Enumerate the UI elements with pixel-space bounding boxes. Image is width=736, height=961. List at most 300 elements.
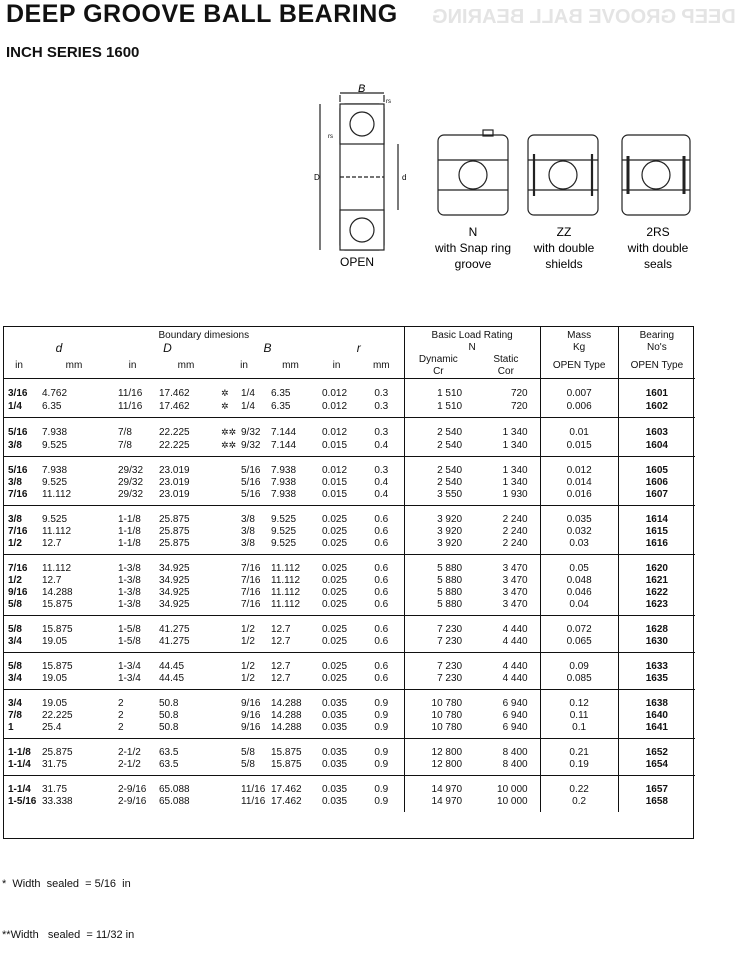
cell-no: 1630 bbox=[618, 636, 695, 653]
cell-r-mm: 0.6 bbox=[359, 599, 404, 616]
r-mm-header: mm bbox=[359, 354, 404, 379]
cell-D-mm: 41.275 bbox=[151, 636, 221, 653]
load-unit-header: N bbox=[404, 342, 540, 354]
cell-D-mm: 34.925 bbox=[151, 599, 221, 616]
b-in-value: 1/2 bbox=[241, 673, 255, 684]
cell-B-mm: 15.875 bbox=[267, 759, 314, 776]
cell-D-in: 1-1/8 bbox=[118, 514, 141, 525]
b-in-value: 11/16 bbox=[241, 796, 266, 807]
cell-no: 1657 bbox=[645, 784, 668, 795]
bearing-nos-header: No's bbox=[647, 342, 667, 353]
cell-no: 1607 bbox=[618, 489, 695, 506]
cell-d-in: 3/4 bbox=[4, 636, 34, 653]
cell-d-in: 7/16 bbox=[8, 526, 28, 537]
cell-r-in: 0.035 bbox=[314, 759, 359, 776]
cell-B-in bbox=[221, 796, 267, 812]
b-in-value: 1/2 bbox=[241, 636, 255, 647]
cell-cr: 3 550 bbox=[404, 489, 472, 506]
cell-B-in bbox=[221, 599, 267, 616]
b-in-value: 5/16 bbox=[241, 465, 261, 476]
b-in-value: 11/16 bbox=[241, 784, 266, 795]
cell-D-mm: 23.019 bbox=[159, 477, 190, 488]
cell-B-in bbox=[221, 526, 267, 538]
cell-d-mm: 19.05 bbox=[42, 698, 68, 709]
cell-d-mm: 14.288 bbox=[42, 587, 73, 598]
cell-no: 1616 bbox=[618, 538, 695, 555]
cell-r-in: 0.012 bbox=[322, 465, 348, 476]
cell-r-mm: 0.6 bbox=[359, 673, 404, 690]
cell-cr: 7 230 bbox=[437, 661, 463, 672]
footnote-1-text: Width sealed = 5/16 in bbox=[12, 878, 131, 890]
cell-d-mm: 7.938 bbox=[42, 465, 68, 476]
cell-B-mm: 6.35 bbox=[267, 400, 314, 418]
page-title: DEEP GROOVE BALL BEARING bbox=[6, 0, 398, 28]
cell-mass: 0.22 bbox=[540, 776, 618, 797]
cell-r-mm: 0.3 bbox=[359, 457, 404, 478]
header-row-2 bbox=[4, 342, 695, 354]
cell-B-mm: 7.938 bbox=[271, 465, 297, 476]
cell-r-mm: 0.6 bbox=[359, 616, 404, 637]
variant-2rs-line1: with double bbox=[627, 241, 689, 255]
cell-D-in: 1-3/4 bbox=[118, 661, 141, 672]
col-D-header: D bbox=[163, 341, 172, 355]
mass-header: Mass bbox=[540, 327, 618, 342]
cell-cr: 7 230 bbox=[437, 624, 463, 635]
cell-B-in bbox=[221, 673, 267, 690]
cell-B-in bbox=[221, 457, 267, 478]
cell-r-mm: 0.3 bbox=[359, 418, 404, 440]
variant-n-line1: with Snap ring bbox=[434, 241, 512, 255]
cell-mass: 0.072 bbox=[540, 616, 618, 637]
cell-d-in: 3/4 bbox=[4, 673, 34, 690]
cell-cr: 12 800 bbox=[404, 759, 472, 776]
table-row bbox=[4, 439, 695, 457]
cell-B-mm: 12.7 bbox=[267, 636, 314, 653]
cell-D-mm: 50.8 bbox=[159, 698, 179, 709]
static-label: Static bbox=[493, 354, 519, 365]
double-seal-bearing-icon bbox=[622, 135, 690, 215]
cell-mass: 0.03 bbox=[540, 538, 618, 555]
table-row bbox=[4, 722, 695, 739]
cell-d-in: 1/4 bbox=[4, 400, 34, 418]
cell-B-mm: 9.525 bbox=[271, 514, 297, 525]
cell-D-mm: 17.462 bbox=[159, 387, 190, 399]
cell-cr: 7 230 bbox=[404, 636, 472, 653]
cell-r-mm: 0.9 bbox=[359, 776, 404, 797]
table-row bbox=[4, 616, 695, 637]
col-d-header: d bbox=[55, 341, 63, 355]
cell-d-in: 5/16 bbox=[8, 426, 28, 438]
B-in-header: in bbox=[221, 354, 267, 379]
cell-D-mm: 25.875 bbox=[151, 538, 221, 555]
cell-mass: 0.04 bbox=[540, 599, 618, 616]
cell-cor: 2 240 bbox=[472, 506, 540, 527]
cell-mass: 0.014 bbox=[540, 477, 618, 489]
cell-D-mm: 50.8 bbox=[159, 710, 179, 721]
cell-r-mm: 0.9 bbox=[359, 796, 404, 812]
cell-cr: 5 880 bbox=[437, 575, 463, 586]
cell-cr: 10 780 bbox=[404, 722, 472, 739]
table-row bbox=[4, 796, 695, 812]
b-in-value: 9/16 bbox=[241, 698, 261, 709]
cell-r-mm: 0.6 bbox=[359, 636, 404, 653]
b-in-value: 9/16 bbox=[241, 710, 261, 721]
cell-D-mm: 41.275 bbox=[159, 624, 190, 635]
cell-r-mm: 0.9 bbox=[359, 710, 404, 722]
cell-B-in bbox=[221, 506, 267, 527]
cell-B-in bbox=[221, 379, 267, 401]
variant-2rs-line2: seals bbox=[643, 257, 673, 271]
cell-cr: 3 920 bbox=[437, 514, 463, 525]
footnote-2-mark: ** bbox=[2, 929, 11, 941]
cell-d-in: 3/8 bbox=[4, 439, 34, 457]
cell-r-in: 0.025 bbox=[322, 587, 348, 598]
cell-B-mm: 9.525 bbox=[267, 538, 314, 555]
cell-d-mm: 9.525 bbox=[42, 514, 68, 525]
cell-cr: 12 800 bbox=[431, 747, 463, 758]
r-in-header: in bbox=[314, 354, 359, 379]
cell-B-in bbox=[221, 690, 267, 711]
footnote-2 bbox=[2, 927, 134, 944]
cell-d-in: 3/4 bbox=[8, 698, 22, 709]
cor-label: Cor bbox=[497, 366, 514, 377]
cell-r-in: 0.035 bbox=[322, 796, 348, 807]
cell-r-mm: 0.4 bbox=[359, 439, 404, 457]
cell-B-mm: 14.288 bbox=[271, 710, 302, 721]
cell-mass: 0.048 bbox=[540, 575, 618, 587]
cell-r-in: 0.012 bbox=[322, 387, 348, 399]
cell-r-mm: 0.3 bbox=[359, 379, 404, 401]
cell-cor: 6 940 bbox=[472, 722, 540, 739]
cell-d-in: 9/16 bbox=[8, 587, 28, 598]
cell-no: 1641 bbox=[618, 722, 695, 739]
cell-mass: 0.006 bbox=[540, 400, 618, 418]
cell-cor: 8 400 bbox=[472, 759, 540, 776]
cell-B-in bbox=[221, 722, 267, 739]
cell-no: 1652 bbox=[645, 747, 668, 758]
cell-D-in: 1-3/8 bbox=[118, 575, 141, 586]
cell-d-mm: 7.938 bbox=[42, 426, 68, 438]
cell-cr: 1 510 bbox=[404, 400, 472, 418]
table-row bbox=[4, 506, 695, 527]
cell-B-mm: 12.7 bbox=[267, 673, 314, 690]
bleed-through-title: DEEP GROOVE BALL BEARING bbox=[432, 6, 736, 28]
cell-D-in: 2-1/2 bbox=[118, 747, 141, 758]
cell-r-mm: 0.4 bbox=[359, 477, 404, 489]
cell-r-mm: 0.6 bbox=[359, 506, 404, 527]
cell-B-in bbox=[221, 776, 267, 797]
cell-mass: 0.032 bbox=[540, 526, 618, 538]
cell-cr: 7 230 bbox=[404, 673, 472, 690]
cell-r-in: 0.035 bbox=[314, 722, 359, 739]
cell-cr: 2 540 bbox=[437, 465, 463, 476]
b-in-value: 7/16 bbox=[241, 587, 261, 598]
bearing-spec-table bbox=[3, 326, 694, 839]
cell-d-mm: 12.7 bbox=[42, 575, 62, 586]
cell-D-in: 1-1/8 bbox=[114, 538, 151, 555]
table-row bbox=[4, 776, 695, 797]
cell-D-in: 7/8 bbox=[114, 439, 151, 457]
cell-D-in: 1-5/8 bbox=[114, 636, 151, 653]
table-row bbox=[4, 477, 695, 489]
cell-cor: 1 340 bbox=[472, 418, 540, 440]
bearing-type-header: OPEN Type bbox=[618, 354, 695, 379]
cell-D-mm: 23.019 bbox=[151, 489, 221, 506]
cell-r-mm: 0.6 bbox=[359, 538, 404, 555]
cell-B-mm: 7.144 bbox=[267, 439, 314, 457]
cell-d-in: 5/8 bbox=[8, 624, 22, 635]
cell-D-in: 2-9/16 bbox=[118, 796, 147, 807]
D-in-header: in bbox=[114, 354, 151, 379]
D-mm-header: mm bbox=[151, 354, 221, 379]
cell-d-in: 1/2 bbox=[4, 538, 34, 555]
cell-cor: 10 000 bbox=[472, 796, 540, 812]
cell-B-in bbox=[221, 587, 267, 599]
cell-B-in bbox=[221, 418, 267, 440]
cell-D-in: 11/16 bbox=[118, 387, 143, 399]
cell-no: 1605 bbox=[645, 465, 668, 476]
dim-D-label: D bbox=[314, 173, 320, 182]
cell-D-in: 2 bbox=[118, 710, 124, 721]
cell-cr: 3 920 bbox=[404, 538, 472, 555]
cell-r-in: 0.015 bbox=[322, 477, 348, 488]
cell-D-mm: 63.5 bbox=[151, 759, 221, 776]
cell-B-in bbox=[221, 653, 267, 674]
cell-d-in: 5/8 bbox=[8, 661, 22, 672]
cell-D-mm: 22.225 bbox=[159, 426, 190, 438]
cell-cor: 3 470 bbox=[472, 555, 540, 576]
cell-r-mm: 0.3 bbox=[359, 400, 404, 418]
cell-D-in: 1-3/8 bbox=[118, 563, 141, 574]
cell-d-mm: 31.75 bbox=[34, 759, 114, 776]
b-in-value: 9/32 bbox=[241, 440, 261, 451]
cell-D-in: 2 bbox=[118, 698, 124, 709]
cell-D-in: 29/32 bbox=[118, 465, 144, 476]
cell-B-in bbox=[221, 477, 267, 489]
cell-B-mm: 15.875 bbox=[271, 747, 302, 758]
cell-B-mm: 11.112 bbox=[267, 599, 314, 616]
cell-d-in: 3/16 bbox=[8, 387, 28, 399]
cell-d-mm: 19.05 bbox=[34, 673, 114, 690]
dim-rs-label: rs bbox=[386, 99, 391, 105]
cell-r-in: 0.012 bbox=[314, 400, 359, 418]
cell-no: 1638 bbox=[645, 698, 668, 709]
cell-r-in: 0.025 bbox=[322, 514, 348, 525]
cell-r-mm: 0.9 bbox=[359, 722, 404, 739]
cell-d-mm: 12.7 bbox=[34, 538, 114, 555]
cell-cor: 2 240 bbox=[472, 538, 540, 555]
b-in-value: 3/8 bbox=[241, 526, 255, 537]
cell-d-mm: 15.875 bbox=[42, 661, 73, 672]
cell-d-mm: 25.4 bbox=[34, 722, 114, 739]
cell-D-mm: 65.088 bbox=[159, 784, 190, 795]
cell-d-mm: 19.05 bbox=[34, 636, 114, 653]
cell-D-mm: 22.225 bbox=[151, 439, 221, 457]
cell-no: 1602 bbox=[618, 400, 695, 418]
cell-mass: 0.19 bbox=[540, 759, 618, 776]
cell-D-mm: 63.5 bbox=[159, 747, 179, 758]
cell-no: 1603 bbox=[645, 426, 668, 438]
cell-B-mm: 11.112 bbox=[271, 587, 301, 598]
cell-d-in: 3/8 bbox=[8, 514, 22, 525]
cell-cor: 2 240 bbox=[472, 526, 540, 538]
cell-r-in: 0.025 bbox=[322, 575, 348, 586]
cell-cor: 3 470 bbox=[472, 599, 540, 616]
cell-D-mm: 34.925 bbox=[159, 563, 190, 574]
cell-D-mm: 25.875 bbox=[159, 514, 190, 525]
cell-D-in: 1-3/4 bbox=[114, 673, 151, 690]
mass-unit-header: Kg bbox=[540, 342, 618, 354]
cell-mass: 0.012 bbox=[540, 457, 618, 478]
cell-r-in: 0.025 bbox=[314, 673, 359, 690]
cell-r-in: 0.035 bbox=[322, 747, 348, 758]
table-row bbox=[4, 587, 695, 599]
cell-d-in: 3/8 bbox=[8, 477, 22, 488]
cell-mass: 0.21 bbox=[540, 739, 618, 760]
B-mm-header: mm bbox=[267, 354, 314, 379]
series-subtitle: INCH SERIES 1600 bbox=[6, 44, 140, 61]
table-row bbox=[4, 538, 695, 555]
cell-cor: 6 940 bbox=[472, 710, 540, 722]
cell-B-mm: 7.938 bbox=[271, 477, 297, 488]
cell-cr: 3 920 bbox=[437, 526, 463, 537]
cell-D-in: 1-3/8 bbox=[114, 599, 151, 616]
cell-cor: 1 340 bbox=[472, 457, 540, 478]
load-rating-header: Basic Load Rating bbox=[404, 327, 540, 342]
cell-r-in: 0.025 bbox=[322, 624, 348, 635]
cell-mass: 0.085 bbox=[540, 673, 618, 690]
cell-r-in: 0.025 bbox=[314, 599, 359, 616]
cell-mass: 0.09 bbox=[540, 653, 618, 674]
cell-no: 1635 bbox=[618, 673, 695, 690]
cell-d-mm: 11.112 bbox=[42, 526, 72, 537]
cell-B-in bbox=[221, 489, 267, 506]
cell-mass: 0.016 bbox=[540, 489, 618, 506]
cell-r-in: 0.025 bbox=[314, 538, 359, 555]
b-in-value: 9/32 bbox=[241, 427, 261, 438]
footnote-1 bbox=[2, 876, 134, 893]
header-row-1 bbox=[4, 327, 695, 342]
table-row bbox=[4, 673, 695, 690]
b-in-value: 5/8 bbox=[241, 759, 255, 770]
cell-r-in: 0.015 bbox=[314, 439, 359, 457]
snap-ring-bearing-icon bbox=[438, 130, 508, 215]
cell-mass: 0.05 bbox=[540, 555, 618, 576]
cell-B-mm: 7.144 bbox=[271, 426, 297, 438]
cell-d-in: 1-1/8 bbox=[8, 747, 31, 758]
cell-B-mm: 14.288 bbox=[271, 698, 302, 709]
cell-cr: 5 880 bbox=[437, 563, 463, 574]
cell-cr: 14 970 bbox=[431, 796, 463, 807]
cell-mass: 0.007 bbox=[540, 379, 618, 401]
b-in-value: 1/2 bbox=[241, 624, 255, 635]
dynamic-label: Dynamic bbox=[418, 354, 458, 365]
b-in-value: 7/16 bbox=[241, 599, 261, 610]
cell-d-in: 5/16 bbox=[8, 465, 28, 476]
cell-D-mm: 44.45 bbox=[159, 661, 185, 672]
cell-d-mm: 9.525 bbox=[34, 439, 114, 457]
cell-d-in: 1 bbox=[4, 722, 34, 739]
cell-B-in bbox=[221, 759, 267, 776]
cell-mass: 0.015 bbox=[540, 439, 618, 457]
cell-d-in: 5/8 bbox=[4, 599, 34, 616]
cell-d-in: 1-1/4 bbox=[4, 759, 34, 776]
cell-no: 1620 bbox=[645, 563, 668, 574]
cell-B-mm: 17.462 bbox=[271, 796, 302, 807]
cell-r-mm: 0.6 bbox=[359, 555, 404, 576]
cell-r-in: 0.025 bbox=[322, 563, 348, 574]
table-row bbox=[4, 759, 695, 776]
variant-zz-code: ZZ bbox=[556, 225, 572, 239]
cell-cr: 5 880 bbox=[437, 587, 463, 598]
dim-B-label: B bbox=[358, 83, 366, 95]
b-in-value: 1/2 bbox=[241, 661, 255, 672]
cell-B-mm: 7.938 bbox=[267, 489, 314, 506]
b-in-value: 7/16 bbox=[241, 563, 261, 574]
cell-D-in: 29/32 bbox=[118, 477, 144, 488]
table-row bbox=[4, 555, 695, 576]
boundary-header: Boundary dimesions bbox=[4, 327, 404, 342]
cell-d-mm: 15.875 bbox=[34, 599, 114, 616]
cr-label: Cr bbox=[433, 366, 444, 377]
cell-d-mm: 33.338 bbox=[42, 796, 73, 807]
table-body bbox=[4, 379, 695, 813]
cell-B-in bbox=[221, 538, 267, 555]
cell-d-in: 7/16 bbox=[4, 489, 34, 506]
cell-B-mm: 9.525 bbox=[271, 526, 297, 537]
cell-mass: 0.12 bbox=[540, 690, 618, 711]
cell-no: 1606 bbox=[645, 477, 668, 488]
cell-cor: 4 440 bbox=[472, 636, 540, 653]
cell-cor: 4 440 bbox=[472, 653, 540, 674]
cell-cr: 2 540 bbox=[437, 477, 463, 488]
cell-cor: 1 340 bbox=[472, 477, 540, 489]
cell-r-mm: 0.6 bbox=[359, 575, 404, 587]
cell-cr: 2 540 bbox=[404, 439, 472, 457]
table-row bbox=[4, 710, 695, 722]
cell-cor: 10 000 bbox=[472, 776, 540, 797]
cell-D-in: 1-5/8 bbox=[118, 624, 141, 635]
variant-2rs-code: 2RS bbox=[646, 225, 670, 239]
col-r-header: r bbox=[314, 342, 404, 354]
cell-D-mm: 23.019 bbox=[159, 465, 190, 476]
footnote-2-text: Width sealed = 11/32 in bbox=[10, 929, 135, 941]
cell-cr: 1 510 bbox=[437, 387, 463, 399]
table-row bbox=[4, 575, 695, 587]
cell-D-mm: 44.45 bbox=[151, 673, 221, 690]
d-in-header: in bbox=[4, 354, 34, 379]
cell-d-mm: 6.35 bbox=[34, 400, 114, 418]
cell-B-in bbox=[221, 616, 267, 637]
cell-no: 1640 bbox=[645, 710, 668, 721]
cell-D-mm: 34.925 bbox=[159, 575, 190, 586]
cell-D-in: 29/32 bbox=[114, 489, 151, 506]
cell-mass: 0.01 bbox=[540, 418, 618, 440]
cell-cr: 5 880 bbox=[404, 599, 472, 616]
cell-r-mm: 0.9 bbox=[359, 690, 404, 711]
cell-no: 1628 bbox=[645, 624, 668, 635]
cell-D-in: 2-9/16 bbox=[118, 784, 147, 795]
variant-zz-line1: with double bbox=[533, 241, 595, 255]
cell-D-in: 2-1/2 bbox=[114, 759, 151, 776]
cell-cr: 2 540 bbox=[437, 426, 463, 438]
cell-no: 1633 bbox=[645, 661, 668, 672]
cell-D-mm: 65.088 bbox=[159, 796, 190, 807]
cell-cor: 1 930 bbox=[472, 489, 540, 506]
cell-cor: 4 440 bbox=[472, 673, 540, 690]
table-row bbox=[4, 489, 695, 506]
b-in-value: 1/4 bbox=[241, 388, 255, 399]
